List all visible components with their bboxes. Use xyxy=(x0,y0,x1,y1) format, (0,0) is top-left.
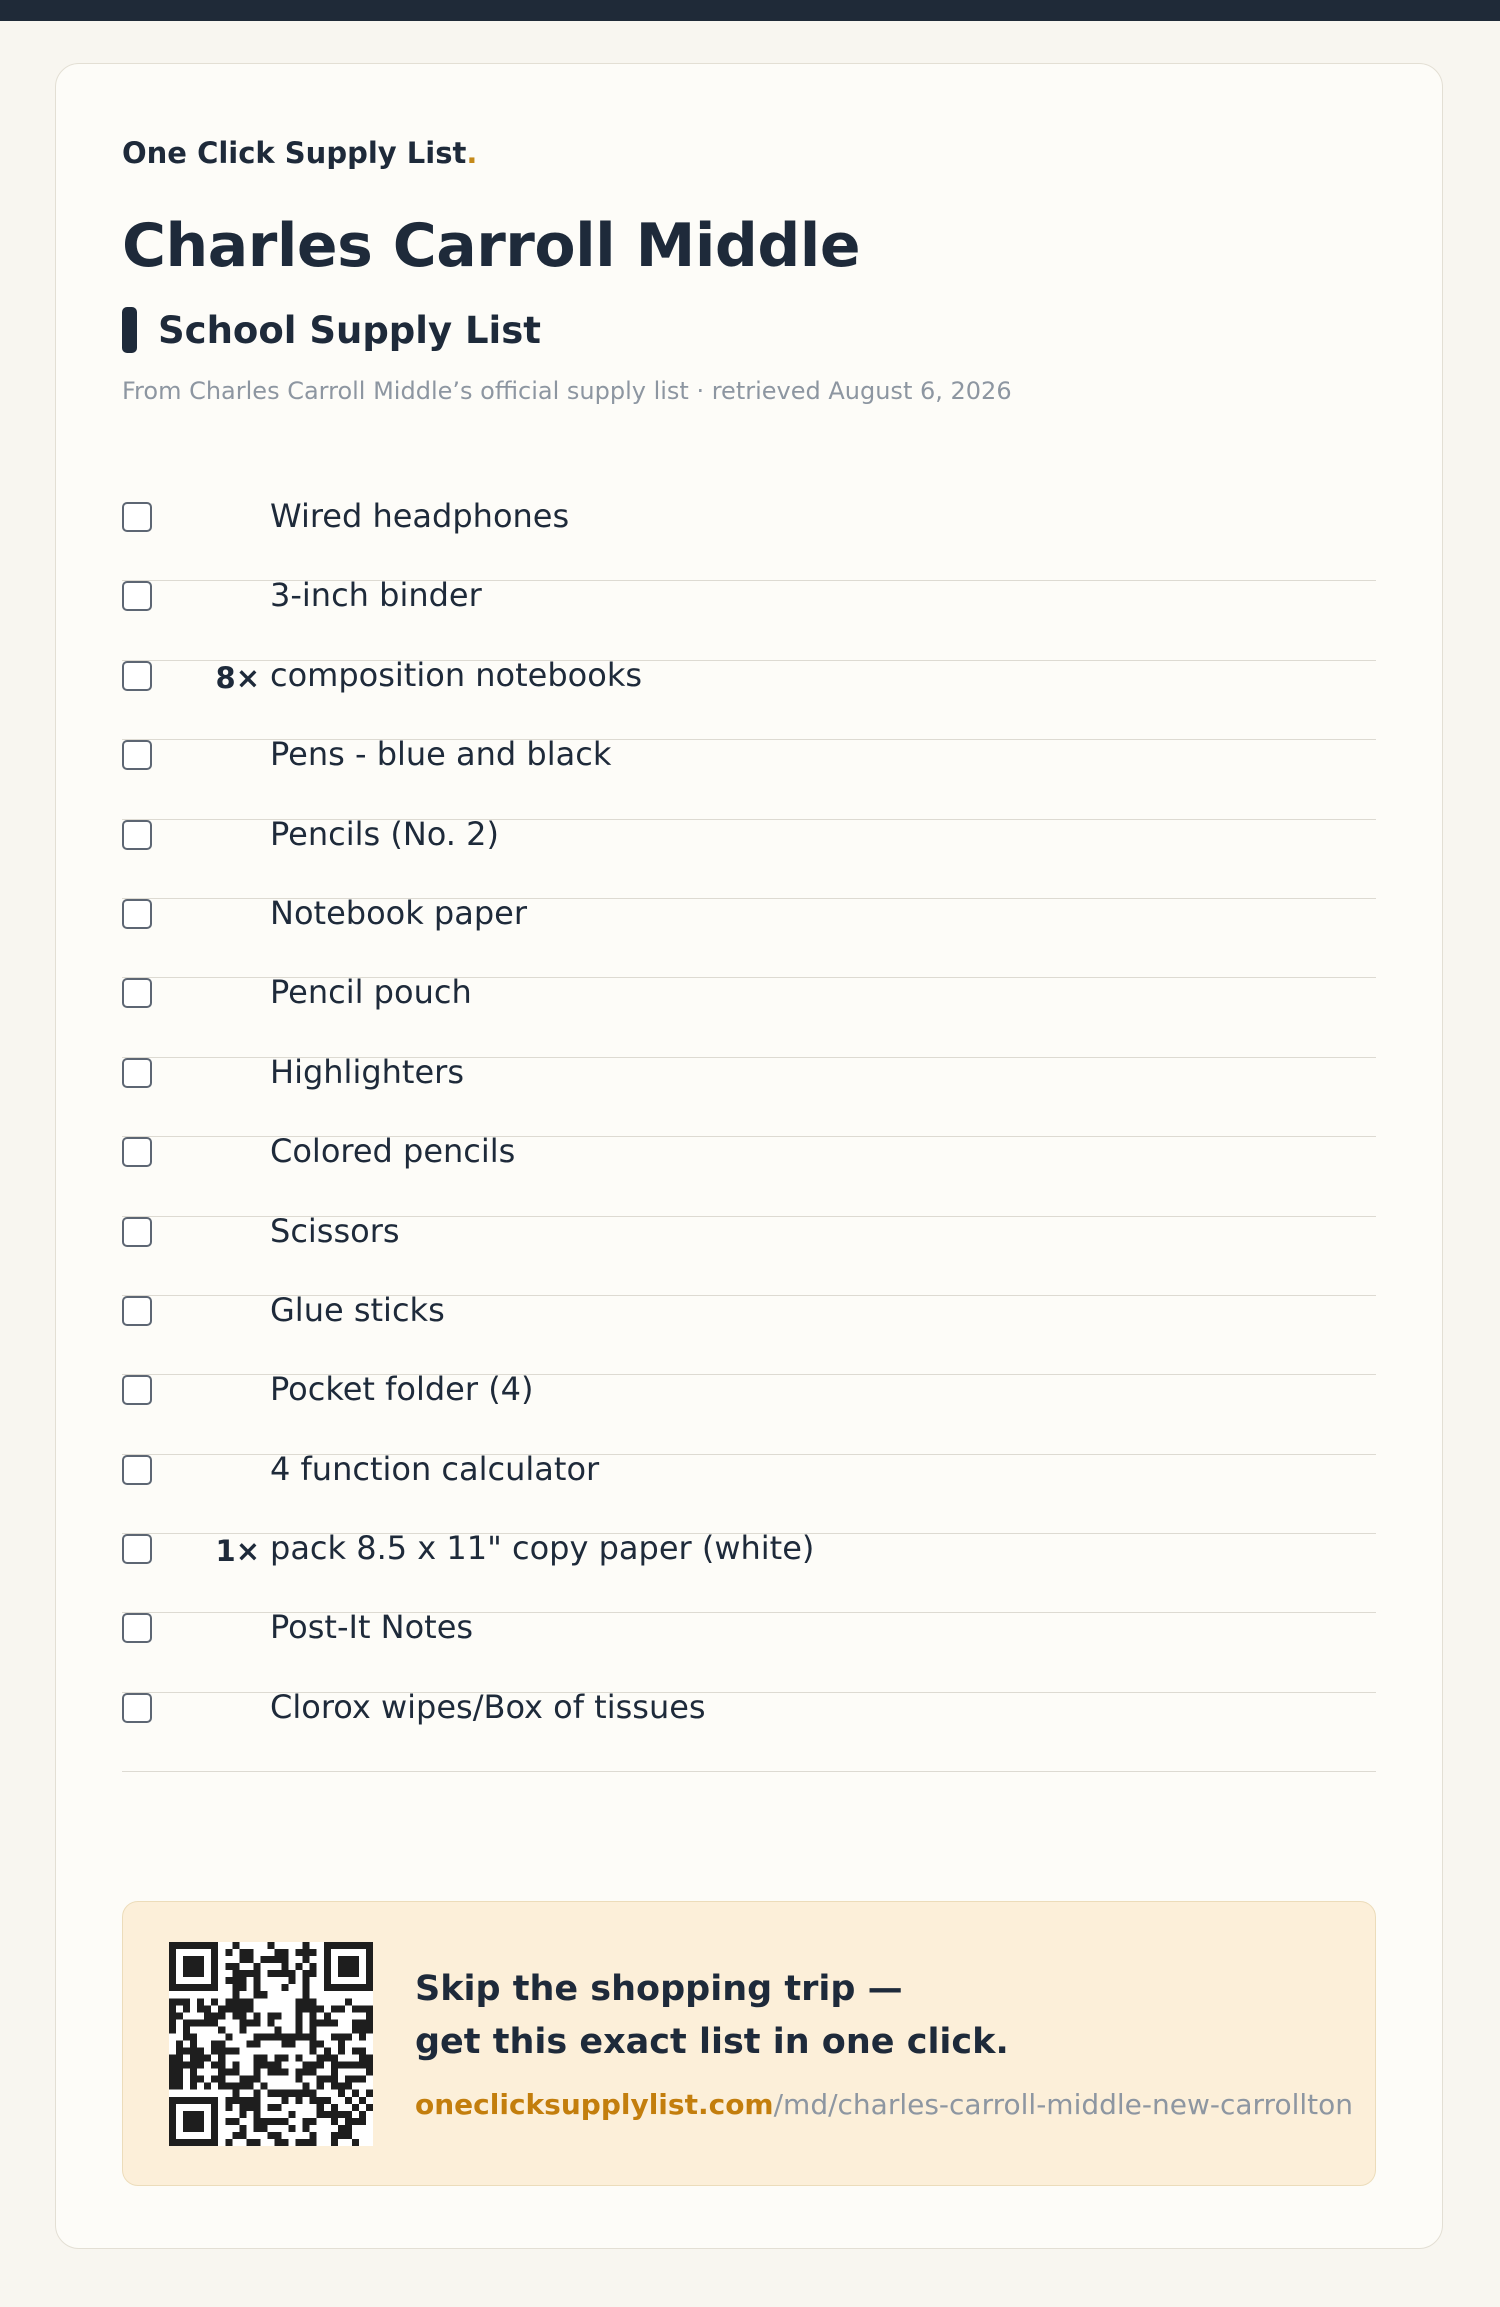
item-checkbox[interactable] xyxy=(122,1058,152,1088)
item-checkbox[interactable] xyxy=(122,1534,152,1564)
list-item xyxy=(122,1052,1376,1137)
item-label: Pocket folder (4) xyxy=(270,1370,534,1409)
list-item xyxy=(122,814,1376,899)
list-item xyxy=(122,973,1376,1057)
item-label: Scissors xyxy=(270,1211,400,1250)
list-item xyxy=(122,1608,1376,1692)
item-label: Clorox wipes/Box of tissues xyxy=(270,1687,706,1726)
item-quantity: 8× xyxy=(215,660,260,695)
source-note: From Charles Carroll Middle’s official supply list · retrieved August 6, 2026 xyxy=(122,377,1012,405)
list-item xyxy=(122,655,1376,740)
item-checkbox[interactable] xyxy=(122,1693,152,1723)
item-checkbox[interactable] xyxy=(122,581,152,611)
list-item xyxy=(122,1290,1376,1375)
item-checkbox[interactable] xyxy=(122,661,152,691)
promo-link-path: /md/charles-carroll-middle-new-carrollton xyxy=(773,2088,1353,2121)
item-checkbox[interactable] xyxy=(122,899,152,929)
item-quantity: 1× xyxy=(215,1534,260,1569)
item-checkbox[interactable] xyxy=(122,820,152,850)
brand-name: One Click Supply List xyxy=(122,136,467,170)
item-checkbox[interactable] xyxy=(122,1137,152,1167)
item-checkbox[interactable] xyxy=(122,502,152,532)
item-checkbox[interactable] xyxy=(122,740,152,770)
list-item xyxy=(122,735,1376,819)
item-label: Notebook paper xyxy=(270,893,527,932)
promo-headline-line1: Skip the shopping trip — xyxy=(415,1969,903,2009)
item-checkbox[interactable] xyxy=(122,1217,152,1247)
item-label: Pencil pouch xyxy=(270,973,472,1012)
page-title: Charles Carroll Middle xyxy=(122,211,861,281)
top-bar xyxy=(0,0,1500,21)
item-label: Post-It Notes xyxy=(270,1608,474,1647)
item-label: Colored pencils xyxy=(270,1132,516,1171)
item-label: Glue sticks xyxy=(270,1290,445,1329)
item-checkbox[interactable] xyxy=(122,1296,152,1326)
supply-list xyxy=(122,497,1376,1772)
item-label: 3-inch binder xyxy=(270,576,482,615)
promo-headline-line2: get this exact list in one click. xyxy=(415,2022,1009,2062)
supply-list-card xyxy=(55,63,1443,2249)
promo-link-domain: oneclicksupplylist.com xyxy=(415,2088,774,2121)
list-item xyxy=(122,1687,1376,1772)
list-item xyxy=(122,576,1376,660)
brand-logo[interactable] xyxy=(122,136,477,170)
item-checkbox[interactable] xyxy=(122,1455,152,1485)
subtitle-accent-bar xyxy=(122,307,137,353)
item-checkbox[interactable] xyxy=(122,978,152,1008)
promo-link[interactable] xyxy=(415,2088,1353,2121)
qr-code-icon[interactable] xyxy=(169,1942,373,2146)
item-label: pack 8.5 x 11" copy paper (white) xyxy=(270,1529,815,1568)
list-title: School Supply List xyxy=(158,308,541,352)
item-checkbox[interactable] xyxy=(122,1375,152,1405)
item-label: Wired headphones xyxy=(270,497,570,535)
list-subtitle xyxy=(122,307,541,353)
item-label: 4 function calculator xyxy=(270,1449,600,1488)
item-label: Pens - blue and black xyxy=(270,735,612,774)
brand-dot: . xyxy=(466,136,478,170)
list-item xyxy=(122,1370,1376,1454)
list-item xyxy=(122,1529,1376,1613)
item-checkbox[interactable] xyxy=(122,1613,152,1643)
list-item xyxy=(122,1211,1376,1296)
item-label: Highlighters xyxy=(270,1052,464,1091)
promo-banner xyxy=(122,1901,1376,2186)
list-item xyxy=(122,893,1376,978)
list-item xyxy=(122,1132,1376,1216)
item-label: composition notebooks xyxy=(270,655,643,694)
list-item xyxy=(122,1449,1376,1534)
list-item xyxy=(122,497,1376,581)
item-label: Pencils (No. 2) xyxy=(270,814,499,853)
